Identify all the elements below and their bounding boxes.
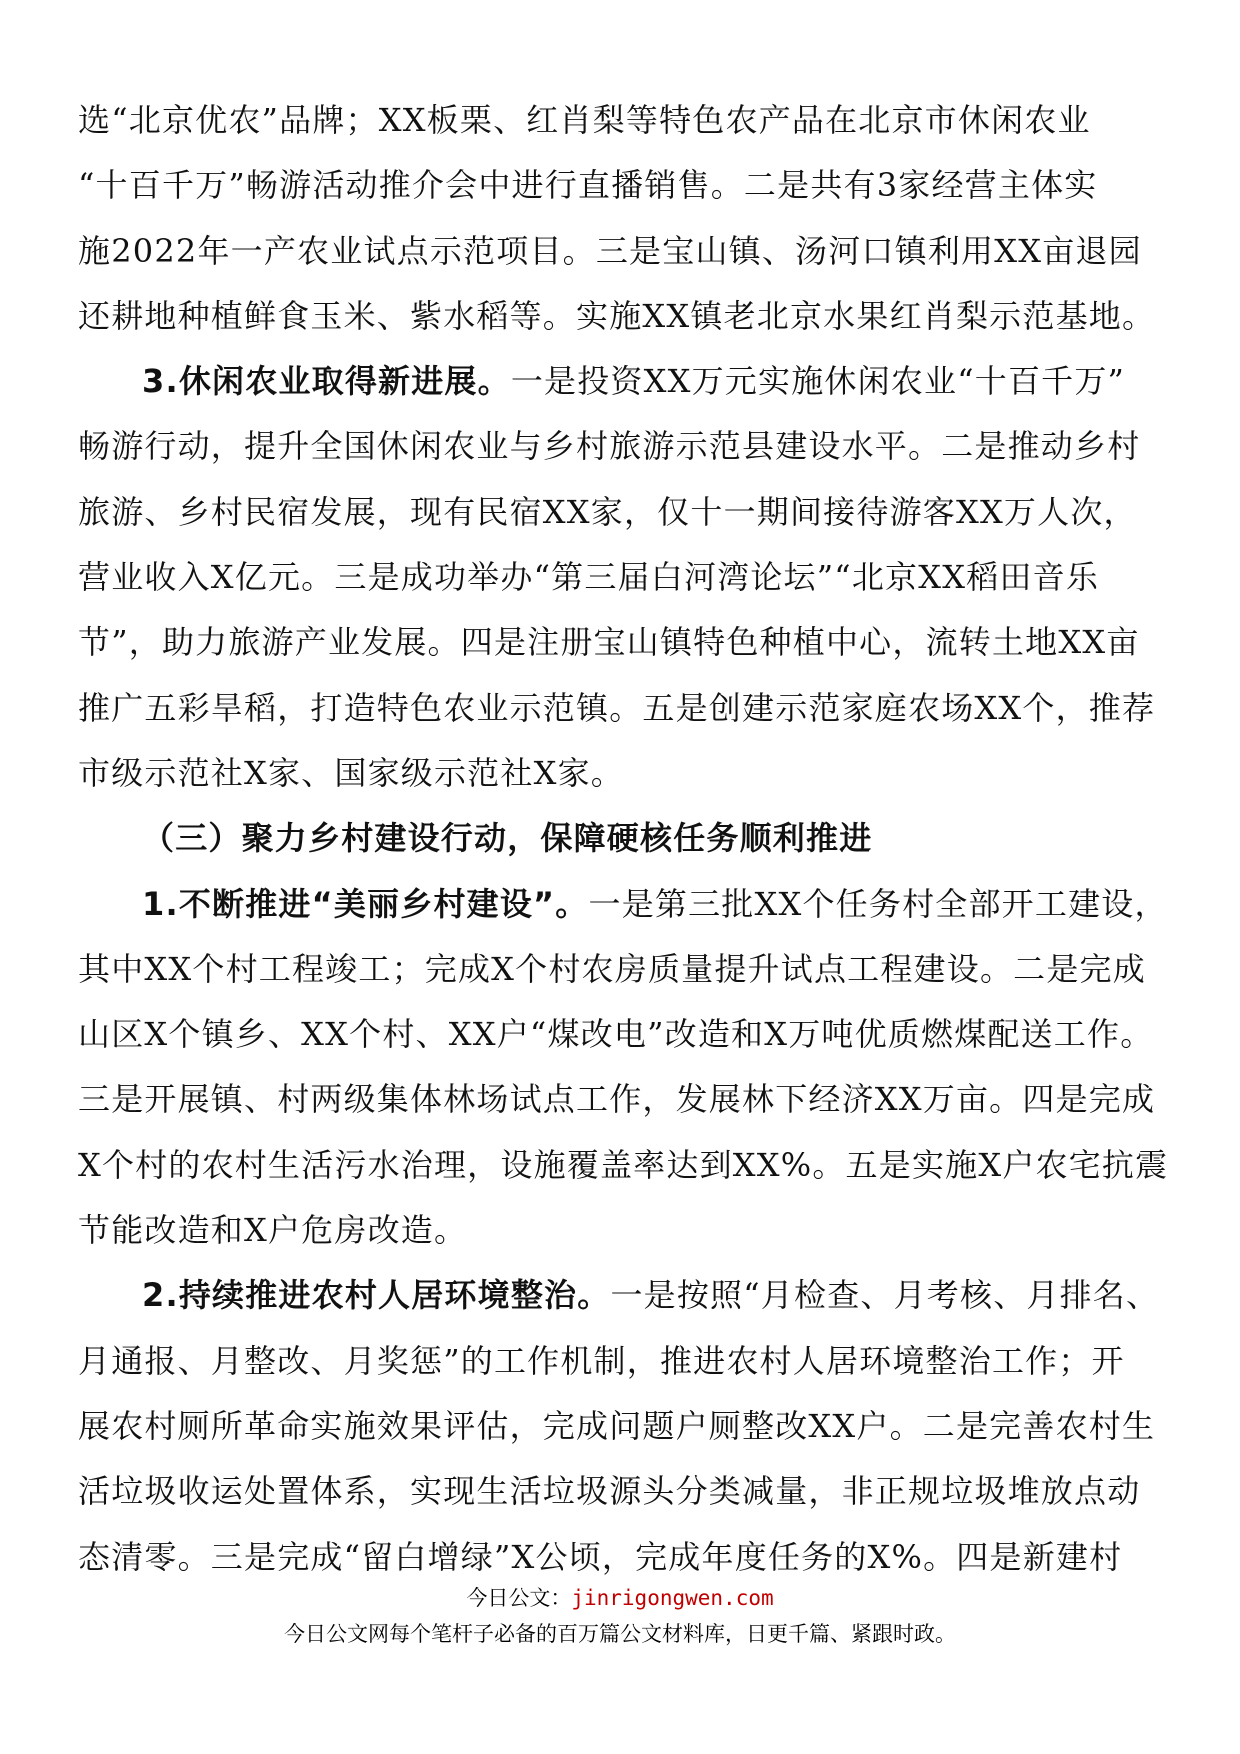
text-line: 三是开展镇、村两级集体林场试点工作，发展林下经济XX万亩。四是完成 bbox=[78, 1080, 1156, 1119]
text-line: 选“北京优农”品牌；XX板栗、红肖梨等特色农产品在北京市休闲农业 bbox=[78, 101, 1091, 139]
text-line: 节”，助力旅游产业发展。四是注册宝山镇特色种植中心，流转土地XX亩 bbox=[78, 623, 1140, 662]
document-body bbox=[78, 88, 1168, 1590]
paragraph-title: 3.休闲农业取得新进展。 bbox=[142, 362, 511, 401]
text-line: 营业收入X亿元。三是成功举办“第三届白河湾论坛”“北京XX稻田音乐 bbox=[78, 558, 1100, 597]
text-line: 施2022年一产农业试点示范项目。三是宝山镇、汤河口镇利用XX亩退园 bbox=[78, 231, 1142, 270]
text-line: 态清零。三是完成“留白增绿”X公顷，完成年度任务的X%。四是新建村 bbox=[78, 1537, 1123, 1576]
section-heading: （三）聚力乡村建设行动，保障硬核任务顺利推进 bbox=[142, 819, 873, 858]
paragraph-title: 2.持续推进农村人居环境整治。 bbox=[142, 1276, 611, 1315]
paragraph-first-line bbox=[78, 872, 1168, 937]
footer-site-label: 今日公文： bbox=[466, 1586, 572, 1610]
footer-slogan: 今日公文网每个笔杆子必备的百万篇公文材料库，日更千篇、紧跟时政。 bbox=[284, 1622, 956, 1646]
paragraph-text: 一是投资XX万元实施休闲农业“十百千万” bbox=[510, 362, 1126, 401]
paragraph-title: 1.不断推进“美丽乡村建设”。 bbox=[142, 884, 589, 923]
text-line: 展农村厕所革命实施效果评估，完成问题户厕整改XX户。二是完善农村生 bbox=[78, 1406, 1156, 1445]
text-line: 月通报、月整改、月奖惩”的工作机制，推进农村人居环境整治工作；开 bbox=[78, 1341, 1125, 1380]
paragraph-text: 一是按照“月检查、月考核、月排名、 bbox=[610, 1276, 1160, 1315]
text-line: “十百千万”畅游活动推介会中进行直播销售。二是共有3家经营主体实 bbox=[78, 166, 1098, 205]
text-line: 活垃圾收运处置体系，实现生活垃圾源头分类减量，非正规垃圾堆放点动 bbox=[78, 1472, 1141, 1511]
footer-site bbox=[0, 1582, 1240, 1612]
text-line: 其中XX个村工程竣工；完成X个村农房质量提升试点工程建设。二是完成 bbox=[78, 949, 1146, 988]
text-line: 山区X个镇乡、XX个村、XX户“煤改电”改造和X万吨优质燃煤配送工作。 bbox=[78, 1015, 1154, 1054]
text-line: 推广五彩旱稻，打造特色农业示范镇。五是创建示范家庭农场XX个，推荐 bbox=[78, 688, 1156, 727]
text-line: X个村的农村生活污水治理，设施覆盖率达到XX%。五是实施X户农宅抗震 bbox=[78, 1145, 1169, 1184]
text-line: 节能改造和X户危房改造。 bbox=[78, 1211, 468, 1250]
text-line: 旅游、乡村民宿发展，现有民宿XX家，仅十一期间接待游客XX万人次， bbox=[78, 492, 1137, 531]
paragraph-first-line bbox=[78, 1263, 1168, 1328]
paragraph-first-line bbox=[78, 349, 1168, 414]
paragraph-text: 一是第三批XX个任务村全部开工建设， bbox=[588, 884, 1168, 923]
text-line: 还耕地种植鲜食玉米、紫水稻等。实施XX镇老北京水果红肖梨示范基地。 bbox=[78, 296, 1156, 335]
footer-site-link[interactable]: jinrigongwen.com bbox=[571, 1586, 774, 1610]
text-line: 市级示范社X家、国家级示范社X家。 bbox=[78, 753, 624, 792]
text-line: 畅游行动，提升全国休闲农业与乡村旅游示范县建设水平。二是推动乡村 bbox=[78, 427, 1141, 466]
